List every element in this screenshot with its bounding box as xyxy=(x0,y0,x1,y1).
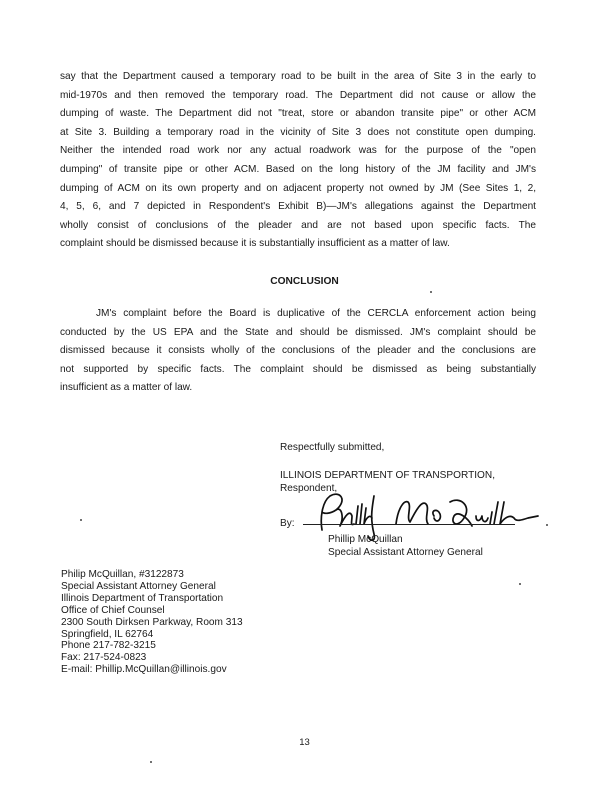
party-name: ILLINOIS DEPARTMENT OF TRANSPORTION, xyxy=(280,470,495,481)
by-label: By: xyxy=(280,518,295,529)
paragraph-line: at Site 3. Building a temporary road in the vicinity of Site 3 does not constitute open dumping. xyxy=(60,126,536,138)
paragraph-line: wholly consist of conclusions of the pleader and are not based upon specific facts. The xyxy=(60,219,536,231)
address-line: Special Assistant Attorney General xyxy=(61,580,216,592)
email-line: E-mail: Phillip.McQuillan@illinois.gov xyxy=(61,664,227,676)
paragraph-line: JM's complaint before the Board is duplicative of the CERCLA enforcement action being xyxy=(96,308,536,319)
scan-speck xyxy=(430,291,432,293)
conclusion-paragraph xyxy=(60,305,536,398)
scan-speck xyxy=(519,583,521,585)
signer-name: Phillip McQuillan xyxy=(328,534,403,545)
signer-title: Special Assistant Attorney General xyxy=(328,547,483,558)
scan-speck xyxy=(150,761,152,763)
paragraph-line: dumping of ACM on its own property and on adjacent property not owned by JM (See Sites 1, 2, xyxy=(60,182,536,194)
address-line: Fax: 217-524-0823 xyxy=(61,652,147,664)
paragraph-line: insufficient as a matter of law. xyxy=(60,382,193,394)
paragraph-line: conducted by the US EPA and the State and should be dismissed. JM's complaint should be xyxy=(60,326,536,338)
scan-speck xyxy=(546,524,548,526)
paragraph-line: dismissed because it consists wholly of the conclusions of the pleader and the conclusions are xyxy=(60,345,536,357)
paragraph-line: complaint should be dismissed because it is substantially insufficient as a matter of law. xyxy=(60,238,450,250)
address-line: Phone 217-782-3215 xyxy=(61,640,156,652)
paragraph-line: Neither the intended road work nor any actual roadwork was for the purpose of the "open xyxy=(60,145,536,157)
signature-line xyxy=(303,524,515,525)
paragraph-line: dumping of waste. The Department did not "treat, store or abandon transite pipe" or other ACM xyxy=(60,108,536,120)
paragraph-line: 4, 5, 6, and 7 depicted in Respondent's Exhibit B)—JM's allegations against the Department xyxy=(60,201,536,213)
scan-speck xyxy=(80,519,82,521)
address-line: Springfield, IL 62764 xyxy=(61,628,154,640)
paragraph-line: dumping" of transite pipe or other ACM. Based on the long history of the JM facility and JM's xyxy=(60,163,536,175)
address-block xyxy=(61,569,243,676)
paragraph-line: say that the Department caused a temporary road to be built in the area of Site 3 in the early to xyxy=(60,71,536,82)
address-line: Philip McQuillan, #3122873 xyxy=(61,569,184,580)
address-line: 2300 South Dirksen Parkway, Room 313 xyxy=(61,616,243,628)
body-paragraph xyxy=(60,68,536,254)
closing-line: Respectfully submitted, xyxy=(280,442,385,453)
party-role: Respondent, xyxy=(280,483,338,494)
paragraph-line: not supported by specific facts. The complaint should be dismissed as being substantially xyxy=(60,363,536,375)
address-line: Illinois Department of Transportation xyxy=(61,592,224,604)
page-number: 13 xyxy=(299,737,310,748)
paragraph-line: mid-1970s and then removed the temporary road. The Department did not cause or allow the xyxy=(60,89,536,101)
conclusion-heading: CONCLUSION xyxy=(270,276,339,287)
address-line: Office of Chief Counsel xyxy=(61,604,165,616)
